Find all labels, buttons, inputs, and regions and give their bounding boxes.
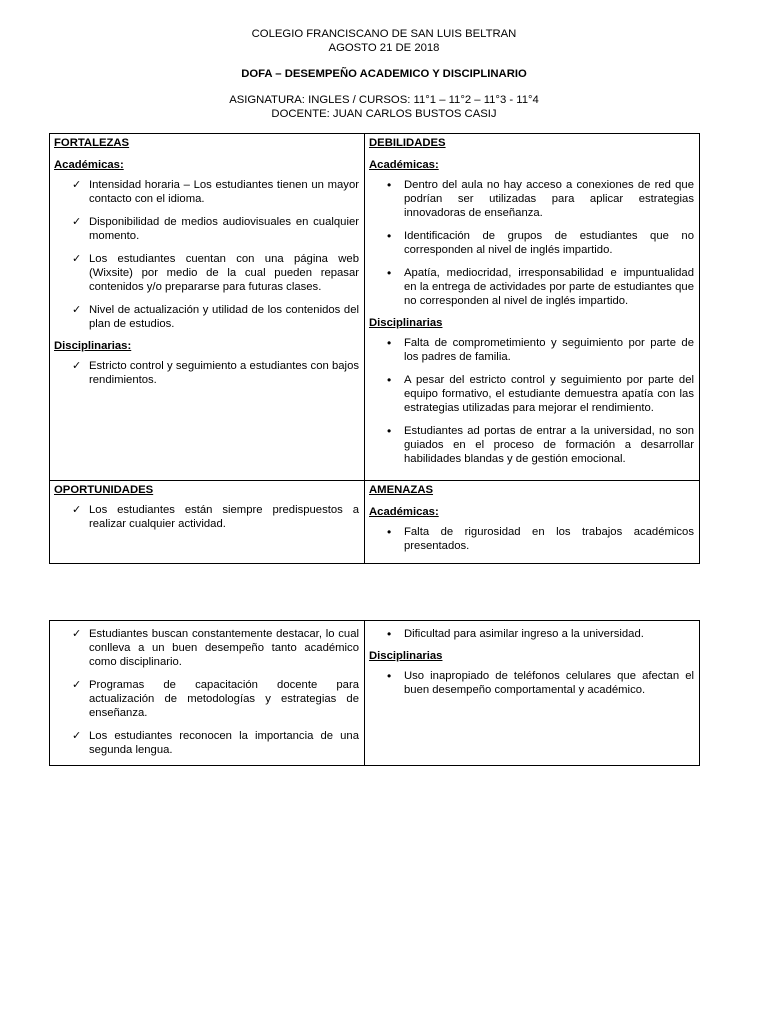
subject-info	[0, 93, 768, 121]
list-item-text: Los estudiantes reconocen la importancia de una segunda lengua.	[89, 730, 359, 756]
list-item-text: Estudiantes ad portas de entrar a la universidad, no son guiados en el proceso de formación a desarrollar habilidades blandas y de gestión emocional.	[404, 425, 694, 465]
list-item-text: Identificación de grupos de estudiantes que no corresponden al nivel de inglés impartido.	[404, 230, 694, 256]
list-item	[54, 678, 359, 720]
oportunidades-cell	[50, 481, 365, 564]
list-item	[54, 627, 359, 669]
debilidades-academicas-label: Académicas:	[369, 159, 439, 171]
fortalezas-academicas-list	[54, 178, 359, 331]
document-date: AGOSTO 21 DE 2018	[328, 42, 440, 54]
list-item	[54, 359, 359, 387]
dofa-table-page-2	[49, 620, 700, 766]
list-item-text: Estudiantes buscan constantemente destacar, lo cual conlleva a un buen desempeño tanto académico como disciplinario.	[89, 628, 359, 668]
list-item	[369, 525, 694, 553]
amenazas-continued-cell	[365, 621, 700, 766]
table-row	[50, 621, 700, 766]
check-icon	[72, 303, 86, 317]
list-item-text: Dentro del aula no hay acceso a conexiones de red que podrían ser utilizadas para aplicar estrategias innovadoras de enseñanza.	[404, 179, 694, 219]
document-title	[0, 67, 768, 81]
oportunidades-title: OPORTUNIDADES	[54, 484, 154, 496]
check-icon	[72, 627, 86, 641]
fortalezas-title: FORTALEZAS	[54, 137, 130, 149]
list-item-text: A pesar del estricto control y seguimiento por parte del equipo formativo, el estudiante demuestra apatía con las estrategias utilizadas para mejorar el rendimiento.	[404, 374, 694, 414]
list-item	[54, 215, 359, 243]
bullet-icon	[387, 424, 401, 439]
list-item	[54, 729, 359, 757]
amenazas-title: AMENAZAS	[369, 484, 434, 496]
debilidades-disciplinarias-label: Disciplinarias	[369, 317, 443, 329]
list-item-text: Falta de rigurosidad en los trabajos académicos presentados.	[404, 526, 694, 552]
list-item	[369, 229, 694, 257]
oportunidades-continued-cell	[50, 621, 365, 766]
fortalezas-cell	[50, 134, 365, 481]
amenazas-disciplinarias-list	[369, 669, 694, 697]
fortalezas-disciplinarias-label: Disciplinarias:	[54, 340, 132, 352]
debilidades-cell	[365, 134, 700, 481]
check-icon	[72, 729, 86, 743]
teacher-line: DOCENTE: JUAN CARLOS BUSTOS CASIJ	[271, 108, 497, 120]
list-item-text: Intensidad horaria – Los estudiantes tienen un mayor contacto con el idioma.	[89, 179, 359, 205]
list-item-text: Estricto control y seguimiento a estudiantes con bajos rendimientos.	[89, 360, 359, 386]
check-icon	[72, 178, 86, 192]
bullet-icon	[387, 627, 401, 642]
list-item-text: Disponibilidad de medios audiovisuales en cualquier momento.	[89, 216, 359, 242]
bullet-icon	[387, 229, 401, 244]
debilidades-academicas-list	[369, 178, 694, 308]
bullet-icon	[387, 525, 401, 540]
subject-line: ASIGNATURA: INGLES / CURSOS: 11°1 – 11°2 – 11°3 - 11°4	[229, 94, 539, 106]
table-row	[50, 481, 700, 564]
list-item	[54, 178, 359, 206]
bullet-icon	[387, 266, 401, 281]
bullet-icon	[387, 373, 401, 388]
bullet-icon	[387, 336, 401, 351]
check-icon	[72, 359, 86, 373]
list-item	[54, 503, 359, 531]
list-item-text: Apatía, mediocridad, irresponsabilidad e impuntualidad en la entrega de actividades por parte de estudiantes que no corresponden al nivel de inglés impartido.	[404, 267, 694, 307]
dofa-table-page-1	[49, 133, 700, 564]
table-row	[50, 134, 700, 481]
list-item	[369, 627, 694, 641]
school-name: COLEGIO FRANCISCANO DE SAN LUIS BELTRAN	[251, 28, 517, 40]
bullet-icon	[387, 178, 401, 193]
list-item	[369, 669, 694, 697]
check-icon	[72, 503, 86, 517]
list-item-text: Programas de capacitación docente para actualización de metodologías y estrategias de enseñanza.	[89, 679, 359, 719]
list-item-text: Dificultad para asimilar ingreso a la universidad.	[404, 628, 644, 640]
check-icon	[72, 678, 86, 692]
fortalezas-academicas-label: Académicas:	[54, 159, 124, 171]
amenazas-academicas-list	[369, 525, 694, 553]
fortalezas-disciplinarias-list	[54, 359, 359, 387]
list-item-text: Los estudiantes cuentan con una página web (Wixsite) por medio de la cual pueden repasar contenidos y/o prepararse para futuras clases.	[89, 253, 359, 293]
oportunidades-list	[54, 503, 359, 531]
list-item	[369, 336, 694, 364]
list-item	[369, 424, 694, 466]
amenazas-disciplinarias-label: Disciplinarias	[369, 650, 443, 662]
check-icon	[72, 215, 86, 229]
list-item	[369, 266, 694, 308]
list-item-text: Falta de comprometimiento y seguimiento por parte de los padres de familia.	[404, 337, 694, 363]
oportunidades-continued-list	[54, 627, 359, 757]
amenazas-cell	[365, 481, 700, 564]
bullet-icon	[387, 669, 401, 684]
list-item	[54, 303, 359, 331]
check-icon	[72, 252, 86, 266]
document-title-text: DOFA – DESEMPEÑO ACADEMICO Y DISCIPLINARIO	[241, 68, 527, 80]
list-item-text: Los estudiantes están siempre predispuestos a realizar cualquier actividad.	[89, 504, 359, 530]
list-item	[369, 373, 694, 415]
debilidades-title: DEBILIDADES	[369, 137, 446, 149]
amenazas-continued-list	[369, 627, 694, 641]
list-item-text: Nivel de actualización y utilidad de los contenidos del plan de estudios.	[89, 304, 359, 330]
debilidades-disciplinarias-list	[369, 336, 694, 466]
list-item	[369, 178, 694, 220]
list-item-text: Uso inapropiado de teléfonos celulares que afectan el buen desempeño comportamental y académico.	[404, 670, 694, 696]
amenazas-academicas-label: Académicas:	[369, 506, 439, 518]
document-header	[0, 27, 768, 55]
list-item	[54, 252, 359, 294]
